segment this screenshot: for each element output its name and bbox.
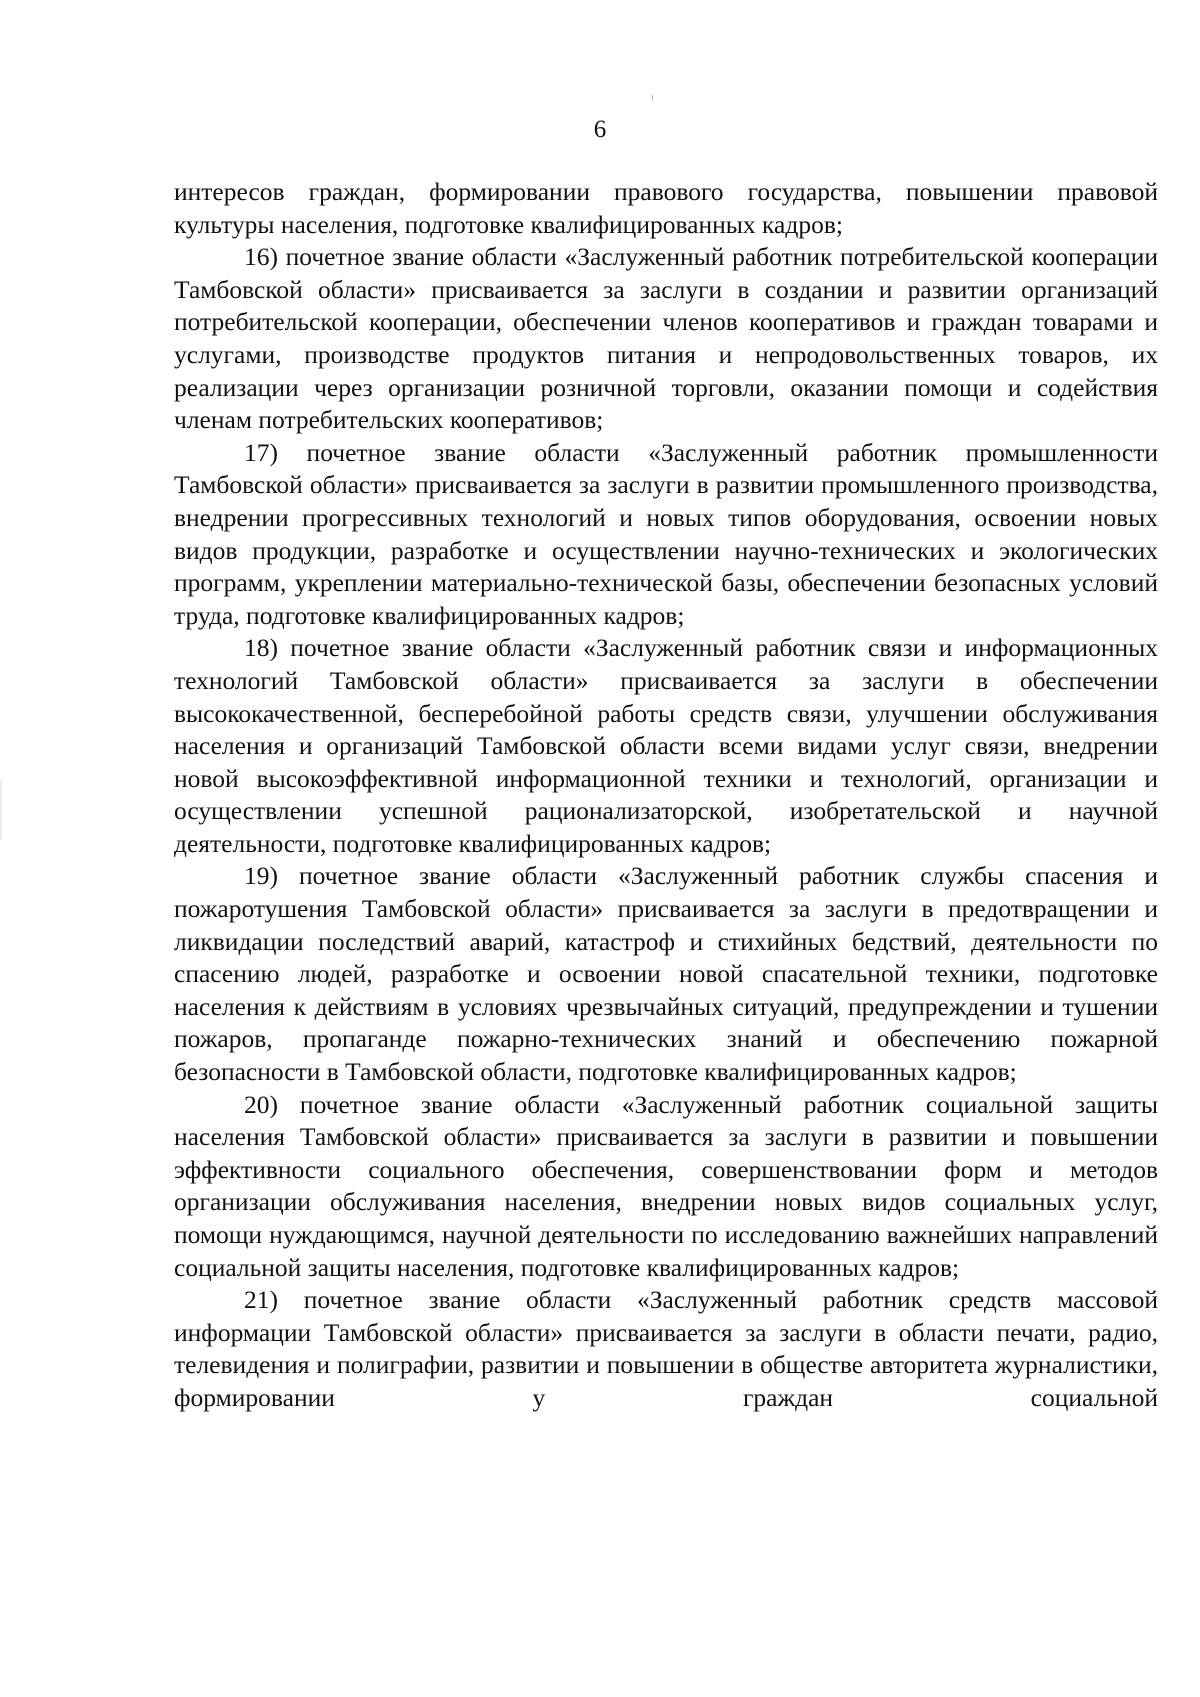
- scan-edge-shadow: [0, 780, 2, 840]
- paragraph-item-17: 17) почетное звание области «Заслуженный работник промышленности Тамбовской области» присваивается за заслуги в развитии промышленного производства, внедрении прогрессивных технологий и новых типов оборудования, освоении новых видов продукции, разработке и осуществлении научно-технических и экологических программ, укреплении материально-технической базы, обеспечении безопасных условий труда, подготовке квалифицированных кадров;: [174, 437, 1158, 630]
- paragraph-item-21: 21) почетное звание области «Заслуженный работник средств массовой информации Тамбовской области» присваивается за заслуги в области печати, радио, телевидения и полиграфии, развитии и повышении в обществе авторитета журналистики, формировании у граждан социальной: [174, 1285, 1158, 1412]
- paragraph-continuation: интересов граждан, формировании правового государства, повышении правовой культуры населения, подготовке квалифицированных кадров;: [174, 177, 1158, 239]
- paragraph-item-20: 20) почетное звание области «Заслуженный работник социальной защиты населения Тамбовской области» присваивается за заслуги в развитии и повышении эффективности социального обеспечения, совершенствовании форм и методов организации обслуживания населения, внедрении новых видов социальных услуг, помощи нуждающимся, научной деятельности по исследованию важнейших направлений социальной защиты населения, подготовке квалифицированных кадров;: [174, 1089, 1158, 1282]
- paragraph-item-19: 19) почетное звание области «Заслуженный работник службы спасения и пожаротушения Тамбовской области» присваивается за заслуги в предотвращении и ликвидации последствий аварий, катастроф и стихийных бедствий, деятельности по спасению людей, разработке и освоении новой спасательной техники, подготовке населения к действиям в условиях чрезвычайных ситуаций, предупреждении и тушении пожаров, пропаганде пожарно-технических знаний и обеспечению пожарной безопасности в Тамбовской области, подготовке квалифицированных кадров;: [174, 861, 1158, 1087]
- scan-artifact-mark: [652, 95, 653, 101]
- paragraph-item-18: 18) почетное звание области «Заслуженный работник связи и информационных технологий Тамбовской области» присваивается за заслуги в обеспечении высококачественной, бесперебойной работы средств связи, улучшении обслуживания населения и организаций Тамбовской области всеми видами услуг связи, внедрении новой высокоэффективной информационной техники и технологий, организации и осуществлении успешной рационализаторской, изобретательской и научной деятельности, подготовке квалифицированных кадров;: [174, 633, 1158, 858]
- page-number: 6: [593, 116, 607, 143]
- document-body: [174, 176, 1158, 1415]
- paragraph-item-16: 16) почетное звание области «Заслуженный работник потребительской кооперации Тамбовской области» присваивается за заслуги в создании и развитии организаций потребительской кооперации, обеспечении членов кооперативов и граждан товарами и услугами, производстве продуктов питания и непродовольственных товаров, их реализации через организации розничной торговли, оказании помощи и содействия членам потребительских кооперативов;: [174, 242, 1158, 435]
